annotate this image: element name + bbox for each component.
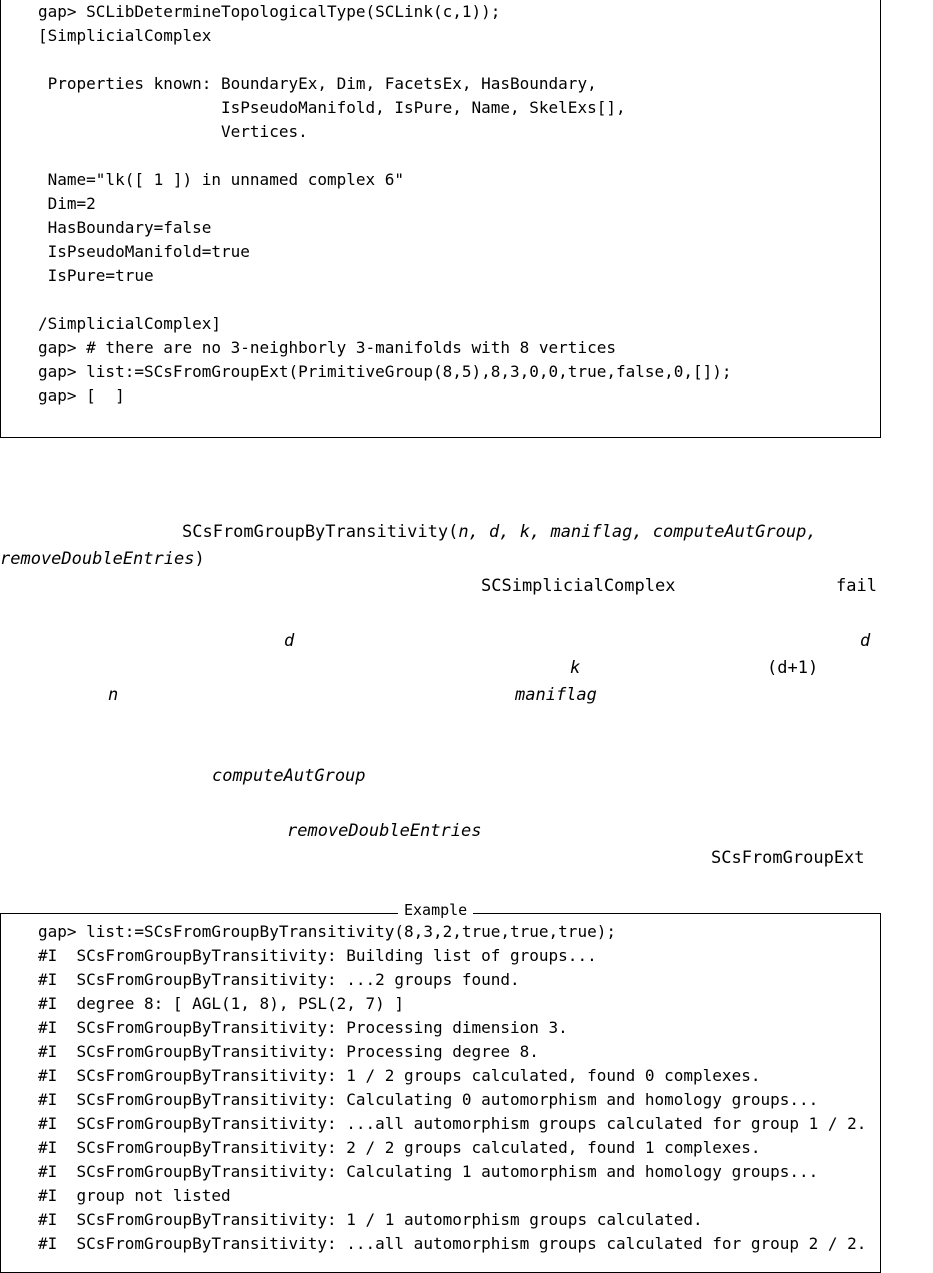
function-close-paren: )	[194, 549, 205, 569]
code-line: #I SCsFromGroupByTransitivity: Building list of groups...	[38, 946, 597, 965]
see-also-link[interactable]: SCsFromGroupExt	[711, 848, 865, 868]
code-line: Properties known: BoundaryEx, Dim, FacetsEx, HasBoundary,	[38, 74, 597, 93]
code-line	[38, 288, 732, 312]
function-args: n, d, k, maniflag, computeAutGroup,	[458, 522, 817, 542]
code-line: #I SCsFromGroupByTransitivity: Calculating 1 automorphism and homology groups...	[38, 1162, 819, 1181]
term-compute-aut-group: computeAutGroup	[212, 766, 366, 786]
code-line: IsPure=true	[38, 266, 154, 285]
code-line: Name="lk([ 1 ]) in unnamed complex 6"	[38, 170, 405, 189]
code-line: #I SCsFromGroupByTransitivity: 1 / 2 groups calculated, found 0 complexes.	[38, 1066, 761, 1085]
code-line: #I SCsFromGroupByTransitivity: Processing degree 8.	[38, 1042, 539, 1061]
term-maniflag: maniflag	[515, 685, 597, 705]
code-line: Dim=2	[38, 194, 96, 213]
code-line: #I SCsFromGroupByTransitivity: ...all automorphism groups calculated for group 1 / 2.	[38, 1114, 867, 1133]
code-line: [SimplicialComplex	[38, 26, 212, 45]
code-block-top	[38, 0, 732, 408]
term-d: d	[284, 631, 295, 651]
term-remove-double-entries: removeDoubleEntries	[287, 821, 482, 841]
code-line: gap> list:=SCsFromGroupExt(PrimitiveGroup(8,5),8,3,0,0,true,false,0,[]);	[38, 362, 732, 381]
term-k: k	[570, 658, 581, 678]
code-line: gap> [ ]	[38, 386, 125, 405]
code-line: #I SCsFromGroupByTransitivity: ...all automorphism groups calculated for group 2 / 2.	[38, 1234, 867, 1253]
code-line: #I SCsFromGroupByTransitivity: ...2 groups found.	[38, 970, 520, 989]
term-n: n	[108, 685, 119, 705]
code-line: #I degree 8: [ AGL(1, 8), PSL(2, 7) ]	[38, 994, 405, 1013]
code-line: #I SCsFromGroupByTransitivity: 2 / 2 groups calculated, found 1 complexes.	[38, 1138, 761, 1157]
code-line: Vertices.	[38, 122, 308, 141]
code-line: /SimplicialComplex]	[38, 314, 222, 333]
function-signature-line2	[0, 549, 205, 569]
code-line: gap> list:=SCsFromGroupByTransitivity(8,3,2,true,true,true);	[38, 922, 616, 941]
code-line: IsPseudoManifold, IsPure, Name, SkelExs[],	[38, 98, 626, 117]
code-line: #I group not listed	[38, 1186, 231, 1205]
code-line: #I SCsFromGroupByTransitivity: Calculating 0 automorphism and homology groups...	[38, 1090, 819, 1109]
function-arg-remove-double: removeDoubleEntries	[0, 549, 195, 569]
code-line: gap> SCLibDetermineTopologicalType(SCLink(c,1));	[38, 2, 501, 21]
return-type-term: SCSimplicialComplex	[481, 576, 676, 596]
term-d-right: d	[860, 631, 871, 651]
code-line: IsPseudoManifold=true	[38, 242, 250, 261]
fail-term: fail	[836, 576, 877, 596]
code-line: HasBoundary=false	[38, 218, 212, 237]
code-block-example	[38, 920, 866, 1256]
function-name: SCsFromGroupByTransitivity(	[182, 522, 459, 542]
function-signature-line1	[182, 522, 817, 542]
code-line	[38, 48, 732, 72]
code-line	[38, 144, 732, 168]
code-line: gap> # there are no 3-neighborly 3-manifolds with 8 vertices	[38, 338, 616, 357]
code-line: #I SCsFromGroupByTransitivity: 1 / 1 automorphism groups calculated.	[38, 1210, 703, 1229]
term-d-plus-1: (d+1)	[767, 658, 819, 678]
example-label: Example	[398, 902, 473, 918]
code-line: #I SCsFromGroupByTransitivity: Processing dimension 3.	[38, 1018, 568, 1037]
